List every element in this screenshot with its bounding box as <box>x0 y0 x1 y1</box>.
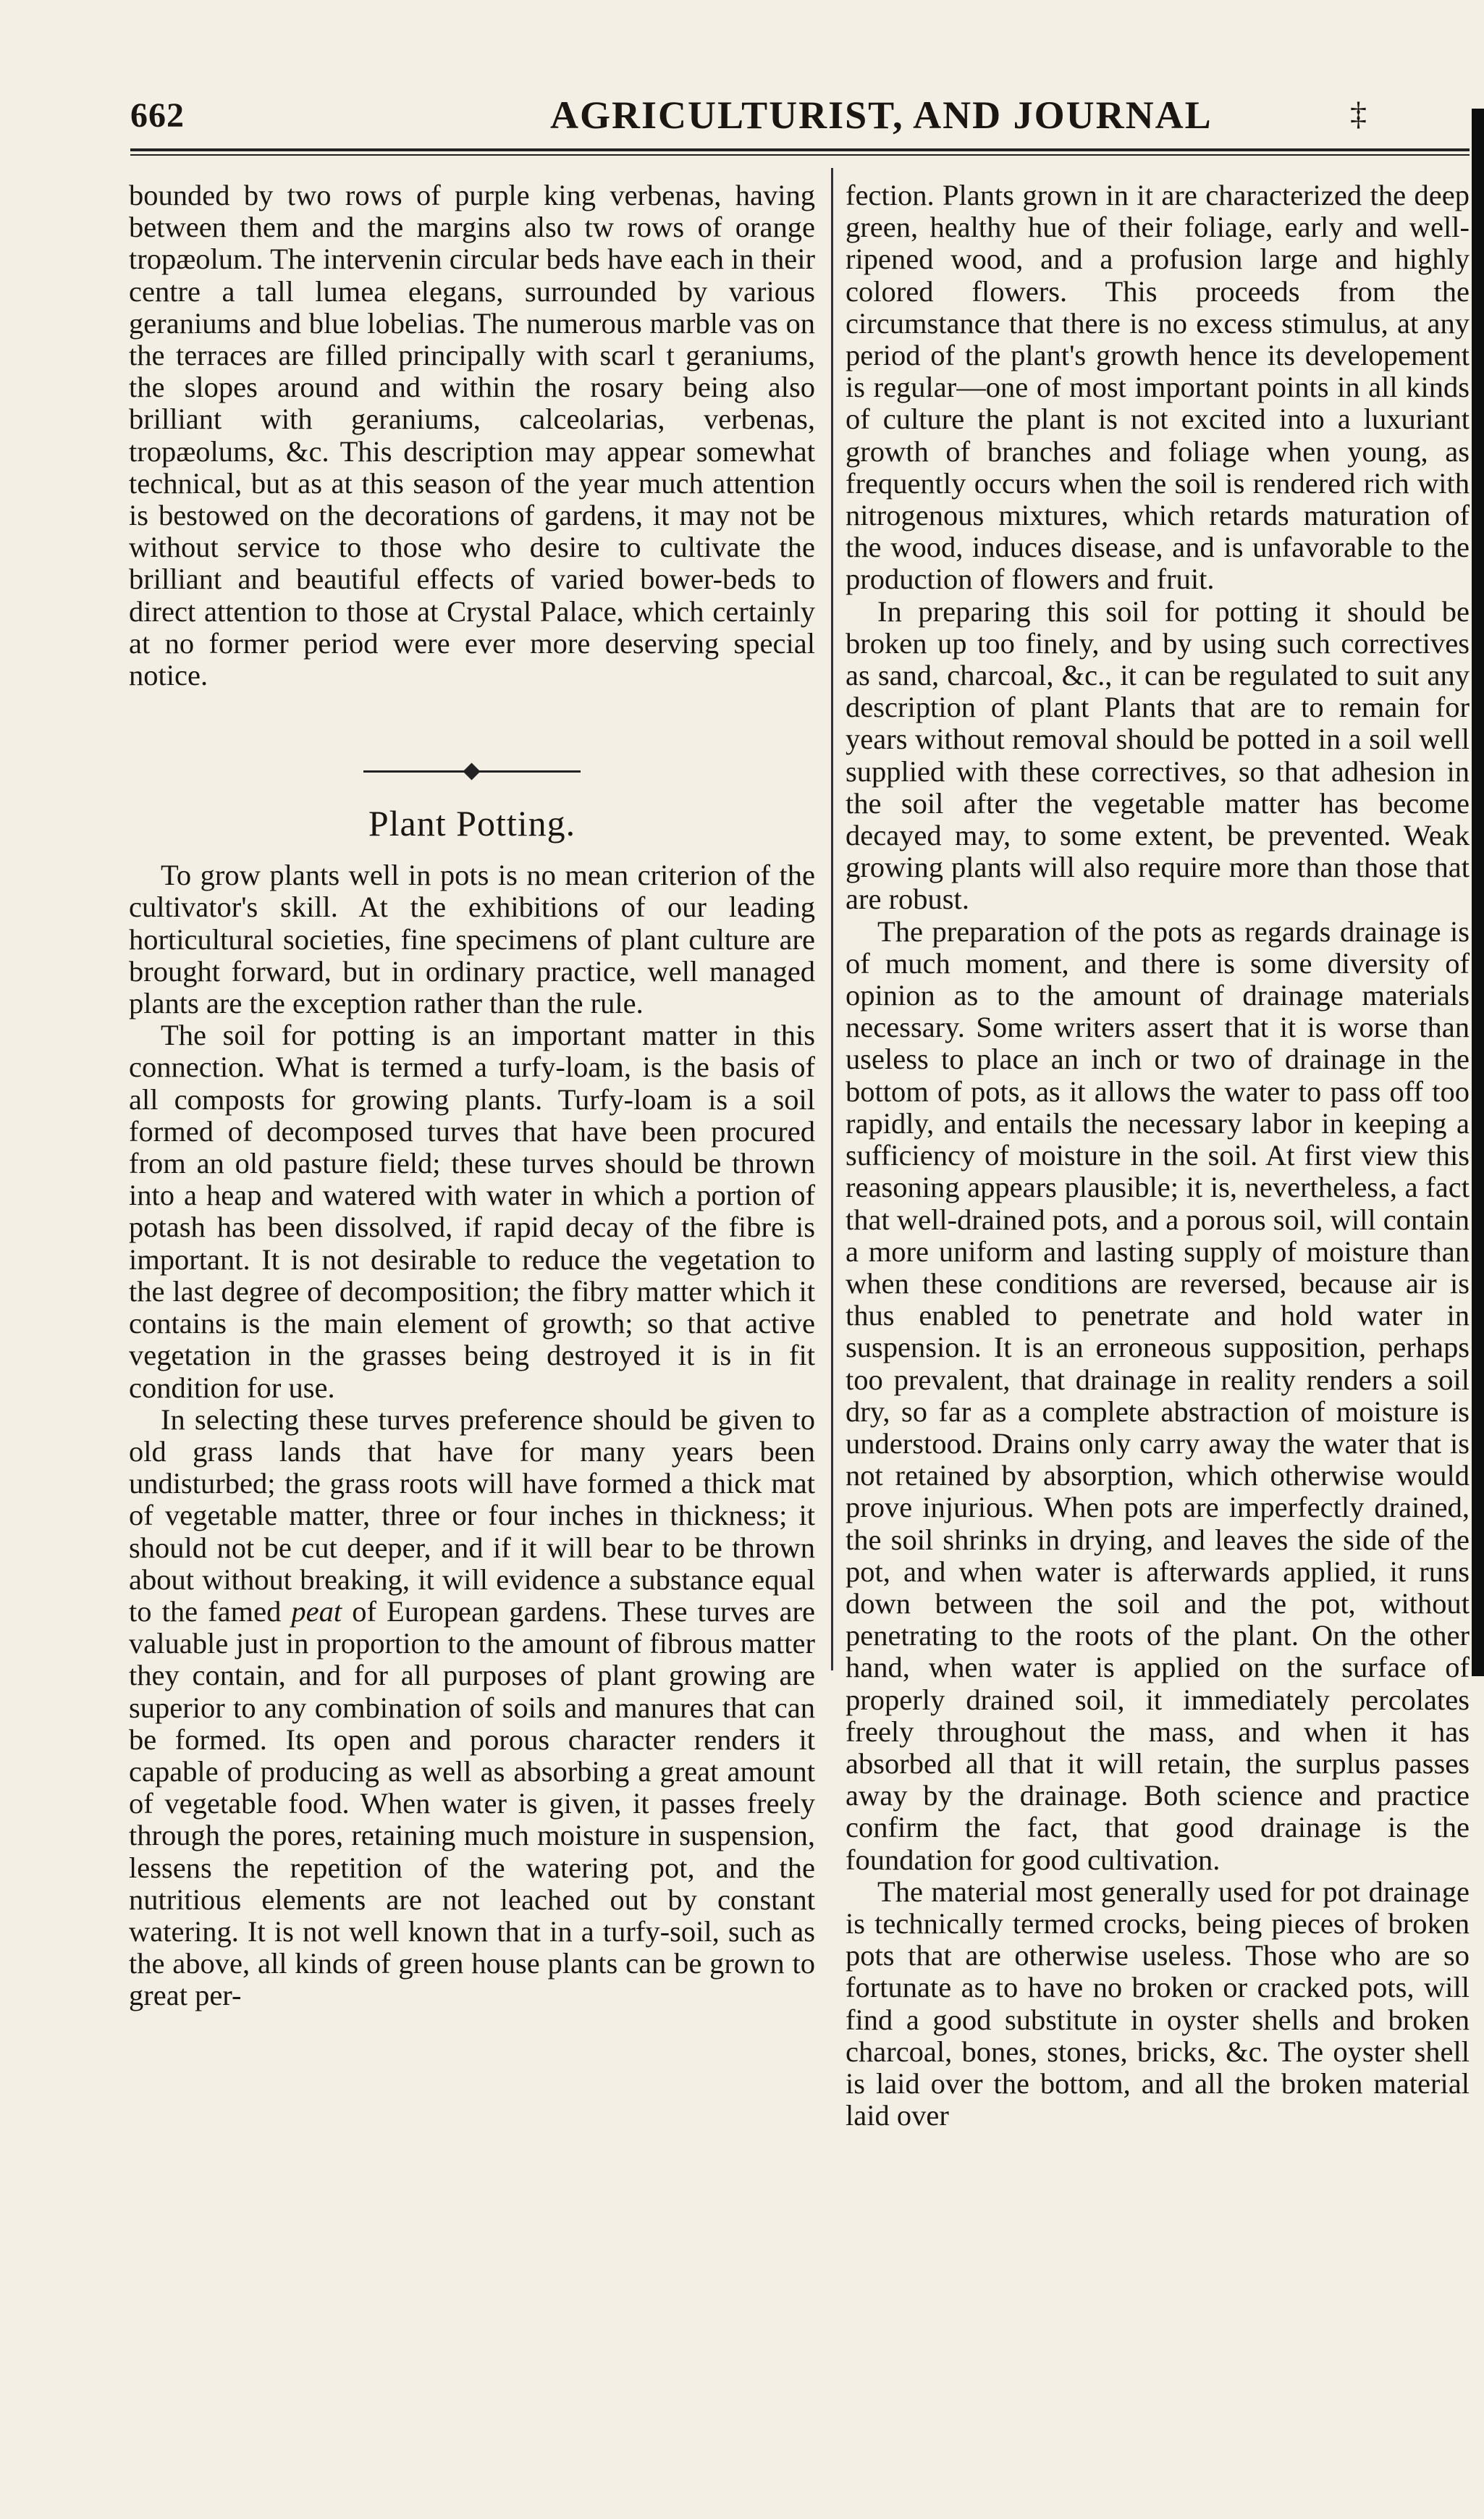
running-head: AGRICULTURIST, AND JOURNAL <box>550 93 1213 137</box>
header-rule <box>130 148 1470 151</box>
paragraph: The preparation of the pots as regards drainage is of much moment, and there is some diversity of opinion as to the amount of drainage materials necessary. Some writers assert that it is worse than useless to place an inch or two of drainage in the bottom of pots, as it allows the water to pass off too rapidly, and entails the necessary labor in keeping a sufficiency of moisture in the soil. At first view this reasoning appears plausible; it is, nevertheless, a fact that well-drained pots, and a porous soil, will contain a more uniform and lasting supply of moisture than when these conditions are reversed, because air is thus enabled to penetrate and hold water in suspension. It is an erroneous supposition, perhaps too prevalent, that drainage in reality renders a soil dry, so far as a complete abstraction of moisture is understood. Drains only carry away the water that is not retained by absorption, which otherwise would prove injurious. When pots are imperfectly drained, the soil shrinks in drying, and leaves the side of the pot, and when water is afterwards applied, it runs down between the soil and the pot, without penetrating to the roots of the plant. On the other hand, when water is applied on the surface of properly drained soil, it immediately percolates freely throughout the mass, and when it has absorbed all that it will retain, the surplus passes away by the drainage. Both science and practice confirm the fact, that good drainage is the foundation for good cultivation. <box>846 914 1470 1876</box>
paragraph: The material most generally used for pot drainage is technically termed crocks, being pieces of broken pots that are otherwise useless. Those who are so fortunate as to have no broken or cracked pots, will find a good substitute in oyster shells and broken charcoal, bones, stones, bricks, &c. The oyster shell is laid over the bottom, and all the broken material laid over <box>846 1875 1470 2132</box>
paragraph-text: of European gardens. These turves are valuable just in proportion to the amount of fibrous matter they contain, and for all purposes of plant growing are superior to any combination of soils and manures that can be formed. Its open and porous character renders it capable of producing as well as absorbing a great amount of vegetable food. When water is given, it passes freely through the pores, retaining much moisture in suspension, lessens the repetition of the watering pot, and the nutritious elements are not leached out by constant watering. It is not well known that in a turfy-soil, such as the above, all kinds of green house plants can be grown to great per- <box>129 1594 816 2012</box>
page-number: 662 <box>130 96 185 135</box>
page-edge-shadow <box>1472 109 1484 1676</box>
section-title <box>129 802 815 845</box>
section-title-text: Plant Potting. <box>368 803 576 844</box>
paragraph: To grow plants well in pots is no mean criterion of the cultivator's skill. At the exhibitions of our leading horticultural societies, fine specimens of plant culture are brought forward, but in ordinary practice, well managed plants are the exception rather than the rule. <box>129 859 815 1020</box>
paragraph <box>129 1404 815 2012</box>
right-column <box>846 179 1470 2132</box>
italic-term: peat <box>291 1594 342 1628</box>
continued-paragraph: bounded by two rows of purple king verbenas, having between them and the margins also tw rows of orange tropæolum. The intervenin circular beds have each in their centre a tall lumea elegans, surrounded by various geraniums and blue lobelias. The numerous marble vas on the terraces are filled principally with scarl t geraniums, the slopes around and within the rosary being also brilliant with geraniums, calceolarias, verbenas, tropæolums, &c. This description may appear somewhat technical, but as at this season of the year much attention is bestowed on the decorations of gardens, it may not be without service to those who desire to cultivate the brilliant and beautiful effects of varied bower-beds to direct attention to those at Crystal Palace, which certainly at no former period were ever more deserving special notice. <box>129 179 815 692</box>
paragraph: In preparing this soil for potting it should be broken up too finely, and by using such correctives as sand, charcoal, &c., it can be regulated to suit any description of plant Plants that are to remain for years without removal should be potted in a soil well supplied with these correctives, so that adhesion in the soil after the vegetable matter has become decayed may, to some extent, be prevented. Weak growing plants will also require more than those that are robust. <box>846 594 1470 916</box>
left-column <box>129 180 815 2012</box>
column-divider <box>831 168 833 1670</box>
continued-paragraph: fection. Plants grown in it are characterized the deep green, healthy hue of their foliage, early and well-ripened wood, and a profusion large and highly colored flowers. This proceeds from the circumstance that there is no excess stimulus, at any period of the plant's growth hence its developement is regular—one of most important points in all kinds of culture the plant is not excited into a luxuriant growth of branches and foliage when young, as frequently occurs when the soil is rendered rich with nitrogenous mixtures, which retards maturation of the wood, induces disease, and is unfavorable to the production of flowers and fruit. <box>846 179 1470 596</box>
paragraph: The soil for potting is an important matter in this connection. What is termed a turfy-loam, is the basis of all composts for growing plants. Turfy-loam is a soil formed of decomposed turves that have been procured from an old pasture field; these turves should be thrown into a heap and watered with water in which a portion of potash has been dissolved, if rapid decay of the fibre is important. It is not desirable to reduce the vegetation to the last degree of decomposition; the fibry matter which it contains is the main element of growth; so that active vegetation in the grasses being destroyed it is in fit condition for use. <box>129 1019 815 1404</box>
page-header <box>130 87 1470 138</box>
section-ornament <box>363 764 581 778</box>
paragraph-text: In selecting these turves preference should be given to old grass lands that have for many years been undisturbed; the grass roots will have formed a thick mat of vegetable matter, three or four inches in thickness; it should not be cut deeper, and if it will bear to be thrown about without breaking, it will evidence a substance equal to the famed <box>129 1403 815 1628</box>
header-mark: ‡ <box>1350 95 1367 132</box>
header-rule-thin <box>130 154 1470 156</box>
